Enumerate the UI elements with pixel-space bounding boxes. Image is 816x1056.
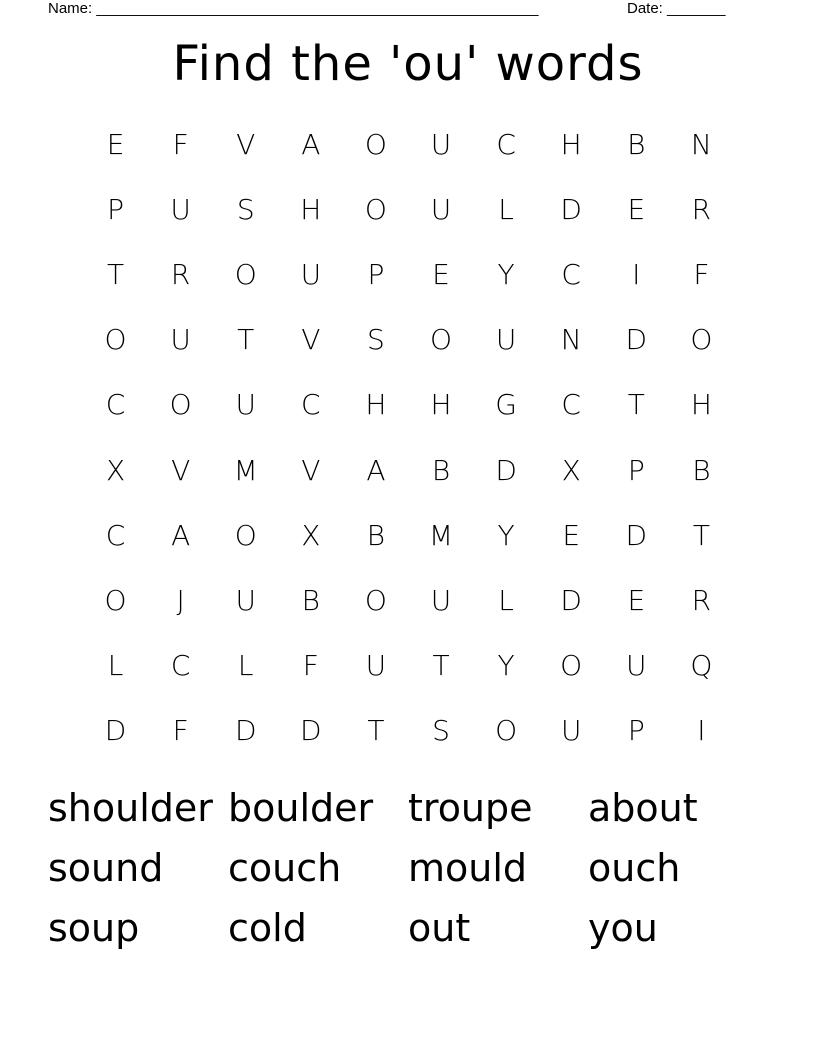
grid-letter: G [495, 388, 517, 422]
grid-letter: D [234, 713, 257, 747]
grid-letter: X [561, 453, 581, 487]
grid-letter: S [432, 713, 450, 747]
date-field-label: Date: _______ [627, 0, 726, 17]
grid-letter: R [691, 583, 712, 617]
grid-letter: A [366, 453, 386, 487]
word-bank-item: boulder [228, 786, 374, 830]
grid-letter: N [560, 323, 582, 357]
grid-letter: L [498, 583, 514, 617]
grid-letter: D [104, 713, 127, 747]
grid-letter: T [237, 323, 255, 357]
grid-letter: C [105, 518, 126, 552]
grid-letter: U [235, 583, 256, 617]
grid-letter: V [301, 453, 321, 487]
grid-letter: L [237, 648, 254, 682]
grid-letter: O [429, 323, 453, 357]
grid-letter: U [300, 258, 322, 292]
grid-letter: P [627, 453, 645, 487]
grid-letter: O [364, 193, 387, 227]
grid-letter: I [697, 713, 706, 747]
word-bank-item: you [588, 906, 658, 950]
grid-letter: C [561, 258, 581, 292]
grid-letter: V [236, 128, 256, 162]
word-bank-item: couch [228, 846, 342, 890]
grid-letter: M [428, 518, 454, 552]
grid-letter: U [365, 648, 387, 682]
grid-letter: T [692, 518, 710, 552]
grid-letter: C [105, 388, 126, 422]
grid-letter: O [495, 713, 518, 747]
grid-letter: C [170, 648, 191, 682]
grid-letter: T [432, 648, 450, 682]
grid-letter: S [367, 323, 385, 357]
grid-letter: E [432, 258, 450, 292]
header-line [0, 0, 816, 20]
grid-letter: R [170, 258, 191, 292]
grid-letter: O [560, 648, 583, 682]
grid-letter: F [302, 648, 319, 682]
grid-letter: T [367, 713, 385, 747]
grid-letter: L [498, 193, 514, 227]
grid-letter: O [364, 128, 387, 162]
word-bank-item: about [588, 786, 698, 830]
grid-letter: U [430, 583, 452, 617]
grid-letter: A [171, 518, 191, 552]
grid-letter: I [632, 258, 641, 292]
word-bank-item: troupe [408, 786, 533, 830]
grid-letter: D [560, 193, 582, 227]
grid-letter: E [106, 128, 125, 162]
grid-letter: E [562, 518, 581, 552]
grid-letter: V [301, 323, 321, 357]
grid-letter: T [627, 388, 645, 422]
grid-letter: D [625, 518, 648, 552]
grid-letter: C [496, 128, 516, 162]
grid-letter: H [430, 388, 452, 422]
grid-letter: U [170, 193, 191, 227]
grid-letter: U [430, 193, 452, 227]
grid-letter: D [625, 323, 648, 357]
word-bank [48, 778, 748, 958]
word-bank-item: ouch [588, 846, 681, 890]
grid-letter: H [365, 388, 387, 422]
grid-letter: A [301, 128, 321, 162]
grid-letter: S [236, 193, 255, 227]
worksheet-title: Find the 'ou' words [172, 36, 644, 92]
grid-letter: F [172, 713, 189, 747]
grid-letter: Y [497, 518, 515, 552]
grid-letter: U [430, 128, 452, 162]
grid-letter: M [233, 453, 258, 487]
grid-letter: B [301, 583, 320, 617]
grid-letter: X [301, 518, 321, 552]
word-bank-item: shoulder [48, 786, 213, 830]
grid-letter: T [106, 258, 125, 292]
grid-letter: R [691, 193, 712, 227]
grid-letter: H [690, 388, 712, 422]
grid-letter: C [301, 388, 321, 422]
grid-letter: X [105, 453, 126, 487]
word-bank-item: sound [48, 846, 164, 890]
grid-letter: N [690, 128, 712, 162]
grid-letter: C [561, 388, 581, 422]
grid-letter: O [234, 518, 257, 552]
grid-letter: O [169, 388, 192, 422]
grid-letter: O [104, 583, 127, 617]
word-bank-item: cold [228, 906, 307, 950]
grid-letter: P [367, 258, 385, 292]
grid-letter: D [560, 583, 582, 617]
word-search-grid [83, 112, 734, 763]
grid-letter: Y [497, 258, 515, 292]
grid-letter: B [366, 518, 386, 552]
grid-letter: D [495, 453, 517, 487]
grid-letter: E [627, 583, 646, 617]
grid-letter: E [627, 193, 646, 227]
grid-letter: B [627, 128, 646, 162]
name-field-label: Name: _____________________________________________________ [48, 0, 539, 17]
grid-letter: H [300, 193, 322, 227]
grid-letter: J [176, 583, 185, 617]
grid-letter: U [170, 323, 191, 357]
grid-letter: U [495, 323, 517, 357]
grid-letter: B [692, 453, 711, 487]
grid-letter: U [560, 713, 582, 747]
grid-letter: Q [690, 648, 713, 682]
grid-letter: P [627, 713, 645, 747]
grid-letter: P [107, 193, 124, 227]
grid-letter: D [300, 713, 322, 747]
grid-letter: H [560, 128, 582, 162]
grid-letter: F [693, 258, 710, 292]
grid-letter: O [104, 323, 127, 357]
grid-letter: Y [497, 648, 515, 682]
grid-letter: O [364, 583, 387, 617]
grid-letter: V [171, 453, 191, 487]
grid-letter: L [107, 648, 124, 682]
grid-letter: B [431, 453, 451, 487]
grid-letter: U [626, 648, 647, 682]
word-bank-item: soup [48, 906, 140, 950]
grid-letter: O [690, 323, 713, 357]
grid-letter: U [235, 388, 256, 422]
grid-letter: O [234, 258, 257, 292]
grid-letter: F [172, 128, 189, 162]
word-bank-item: out [408, 906, 471, 950]
word-bank-item: mould [408, 846, 528, 890]
